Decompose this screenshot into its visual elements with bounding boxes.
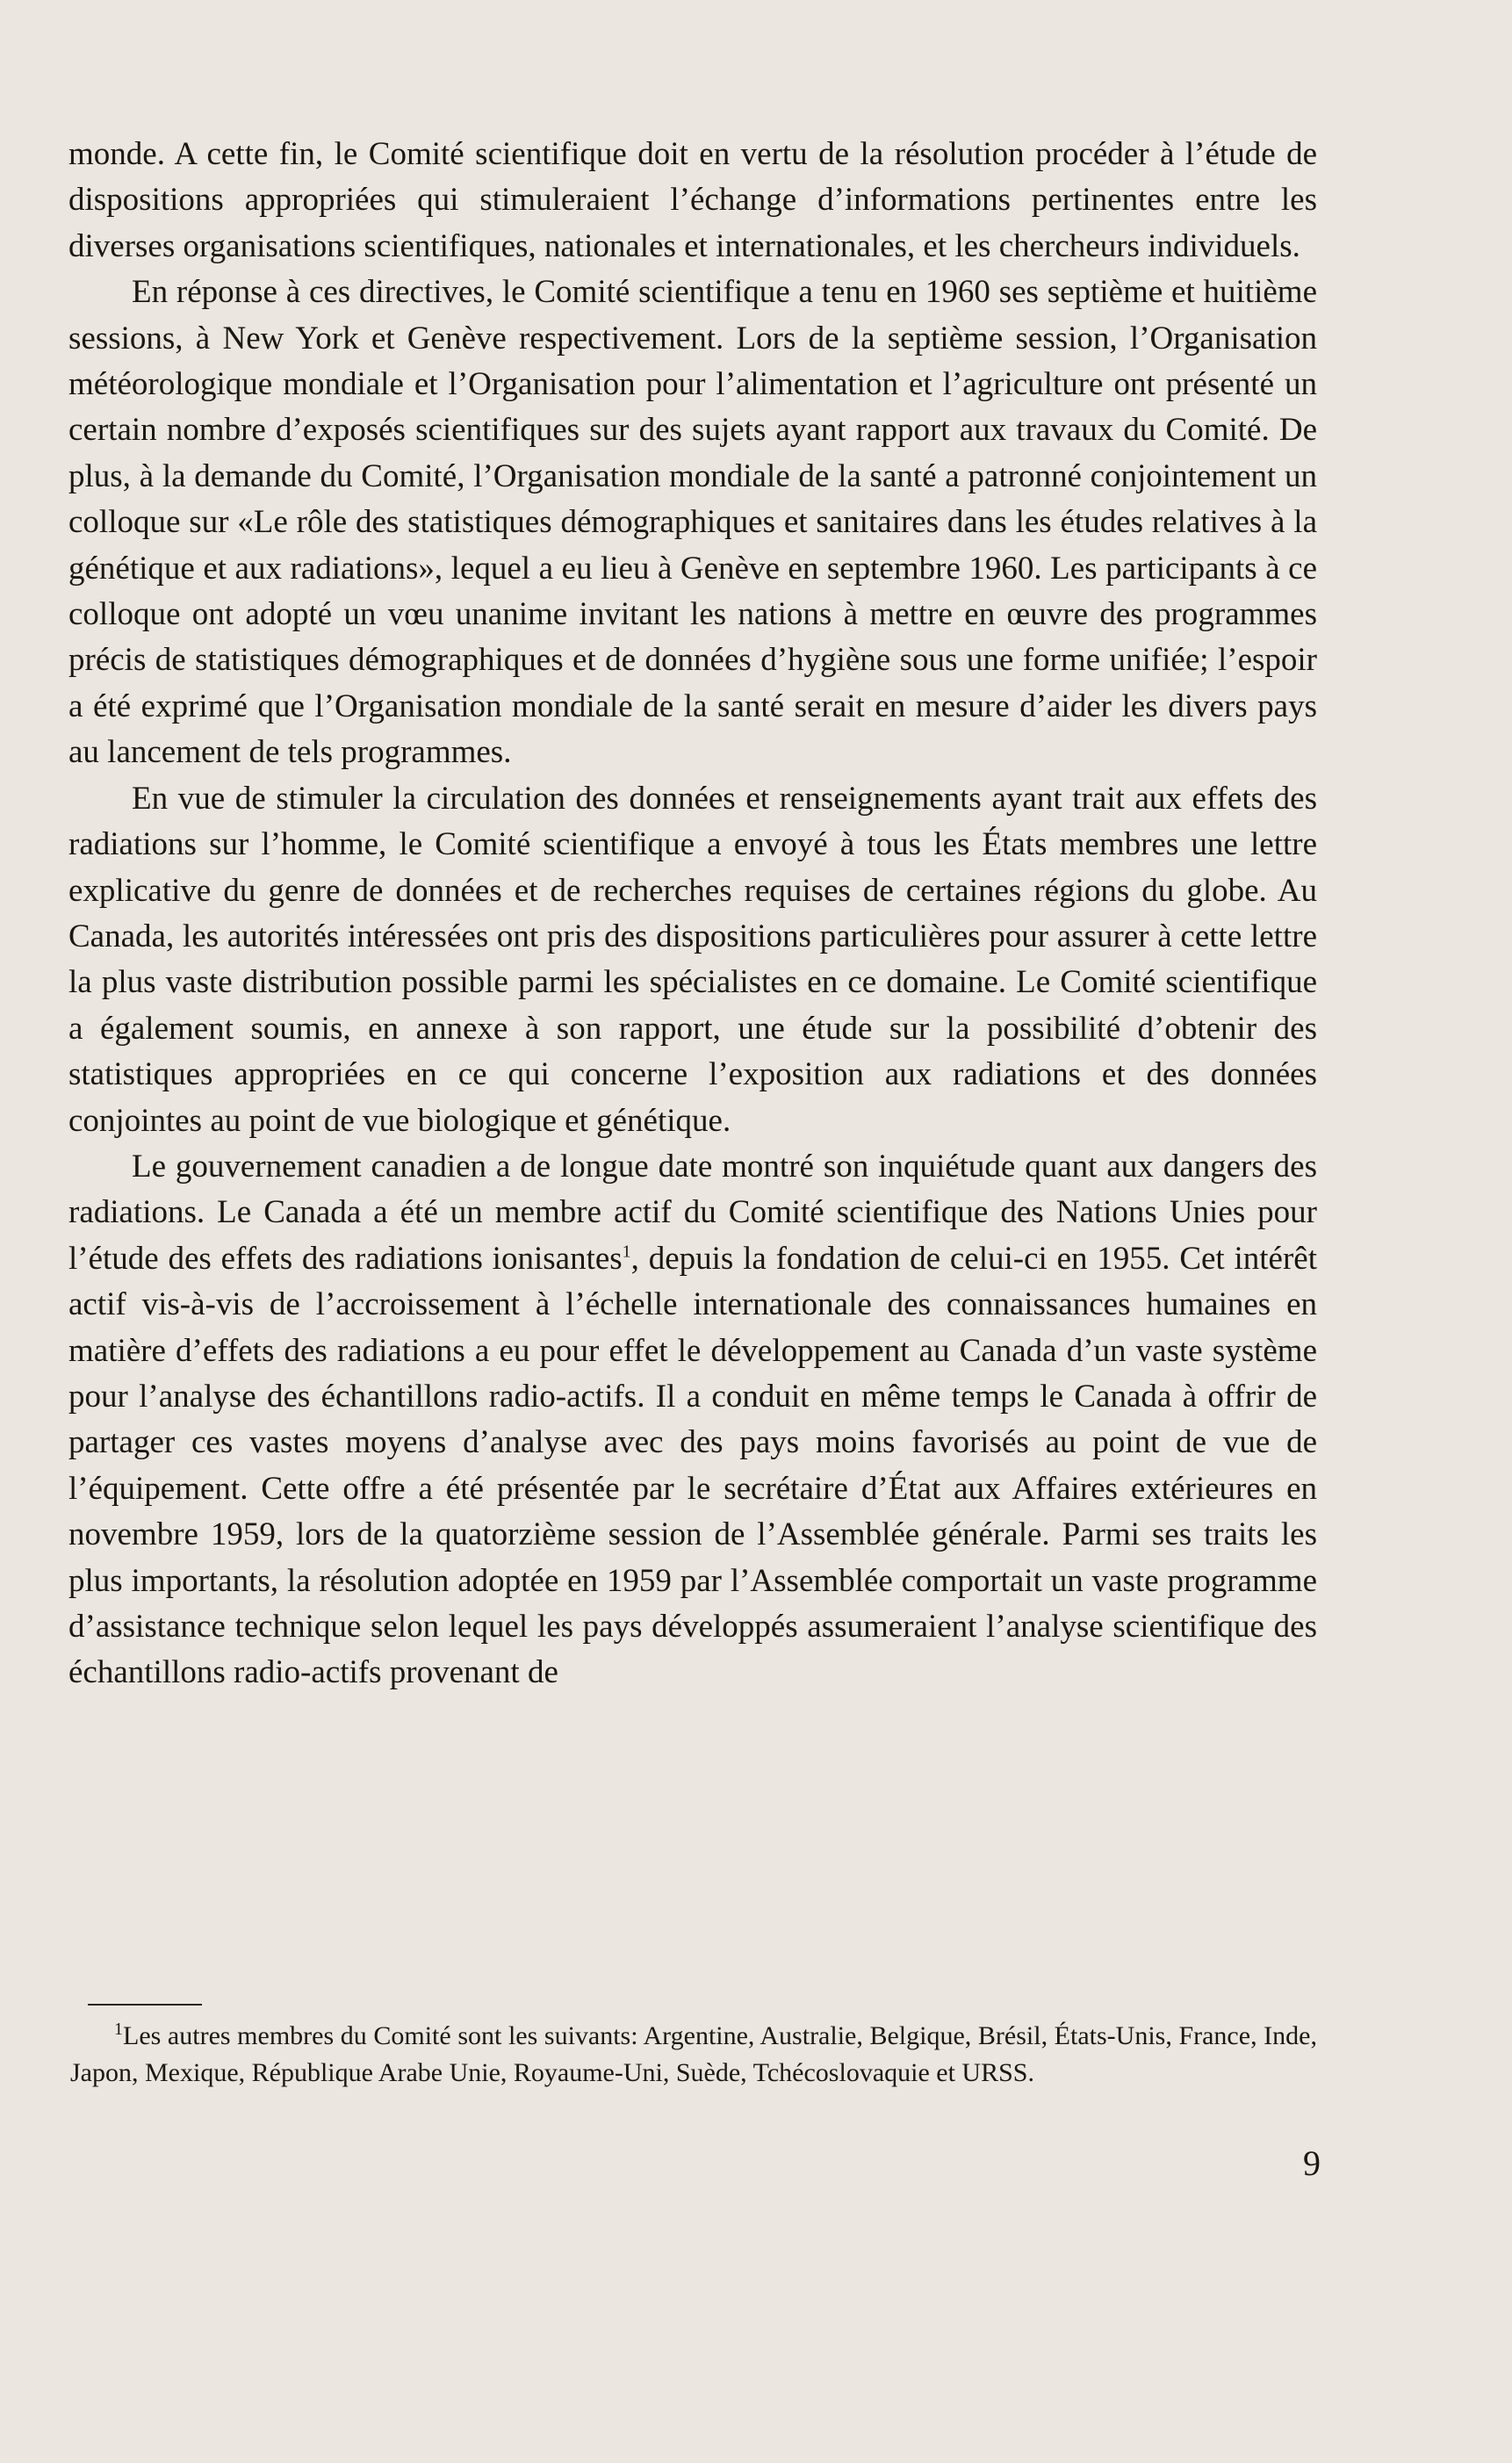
footnote [70,2018,1317,2092]
footnote-mark: 1 [114,2020,123,2039]
paragraph-3: En vue de stimuler la circulation des données et renseignements ayant trait aux effets des radiations sur l’homme, le Comité scientifique a envoyé à tous les États membres une lettre explicative du genre de données et de recherches requises de certaines régions du globe. Au Canada, les autorités intéressées ont pris des dispositions particulières pour assurer à cette lettre la plus vaste distribution possible parmi les spécialistes en ce domaine. Le Comité scientifique a également soumis, en annexe à son rapport, une étude sur la possibilité d’obtenir des statistiques appropriées en ce qui concerne l’exposition aux radiations et des données conjointes au point de vue biologique et génétique. [68,780,1317,1139]
paragraph-1: monde. A cette fin, le Comité scientifique doit en vertu de la résolution procéder à l’étude de dispositions appropriées qui stimuleraient l’échange d’informations pertinentes entre les diverses organisations scientifiques, nationales et internationales, et les chercheurs individuels. [68,136,1317,264]
body-text [68,132,1317,1696]
paragraph-4-part-2: , depuis la fondation de celui-ci en 1955. Cet intérêt actif vis-à-vis de l’accroissement à l’échelle internationale des connaissances humaines en matière d’effets des radiations a eu pour effet le développement au Canada d’un vaste système pour l’analyse des échantillons radio-actifs. Il a conduit en même temps le Canada à offrir de partager ces vastes moyens d’analyse avec des pays moins favorisés au point de vue de l’équipement. Cette offre a été présentée par le secrétaire d’État aux Affaires extérieures en novembre 1959, lors de la quatorzième session de l’Assemblée générale. Parmi ses traits les plus importants, la résolution adoptée en 1959 par l’Assemblée comportait un vaste programme d’assistance technique selon lequel les pays développés assumeraient l’analyse scientifique des échantillons radio-actifs provenant de [68,1240,1317,1691]
footnote-reference: 1 [622,1242,631,1262]
footnote-area [70,2004,1317,2092]
footnote-divider [88,2004,202,2006]
paragraph-4-part-1: Le gouvernement canadien a de longue date montré son inquiétude quant aux dangers des radiations. Le Canada a été un membre actif du Comité scientifique des Nations Unies pour l’étude des effets des radiations ionisantes [68,1148,1317,1277]
paragraph-2: En réponse à ces directives, le Comité scientifique a tenu en 1960 ses septième et huitième sessions, à New York et Genève respectivement. Lors de la septième session, l’Organisation météorologique mondiale et l’Organisation pour l’alimentation et l’agriculture ont présenté un certain nombre d’exposés scientifiques sur des sujets ayant rapport aux travaux du Comité. De plus, à la demande du Comité, l’Organisation mondiale de la santé a patronné conjointement un colloque sur «Le rôle des statistiques démographiques et sanitaires dans les études relatives à la génétique et aux radiations», lequel a eu lieu à Genève en septembre 1960. Les participants à ce colloque ont adopté un vœu unanime invitant les nations à mettre en œuvre des programmes précis de statistiques démographiques et de données d’hygiène sous une forme unifiée; l’espoir a été exprimé que l’Organisation mondiale de la santé serait en mesure d’aider les divers pays au lancement de tels programmes. [68,274,1317,771]
footnote-text: Les autres membres du Comité sont les suivants: Argentine, Australie, Belgique, Brésil, États-Unis, France, Inde, Japon, Mexique, République Arabe Unie, Royaume-Uni, Suède, Tchécoslovaquie et URSS. [70,2021,1317,2087]
page-number: 9 [1303,2143,1321,2183]
paragraph-4 [68,1144,1317,1696]
